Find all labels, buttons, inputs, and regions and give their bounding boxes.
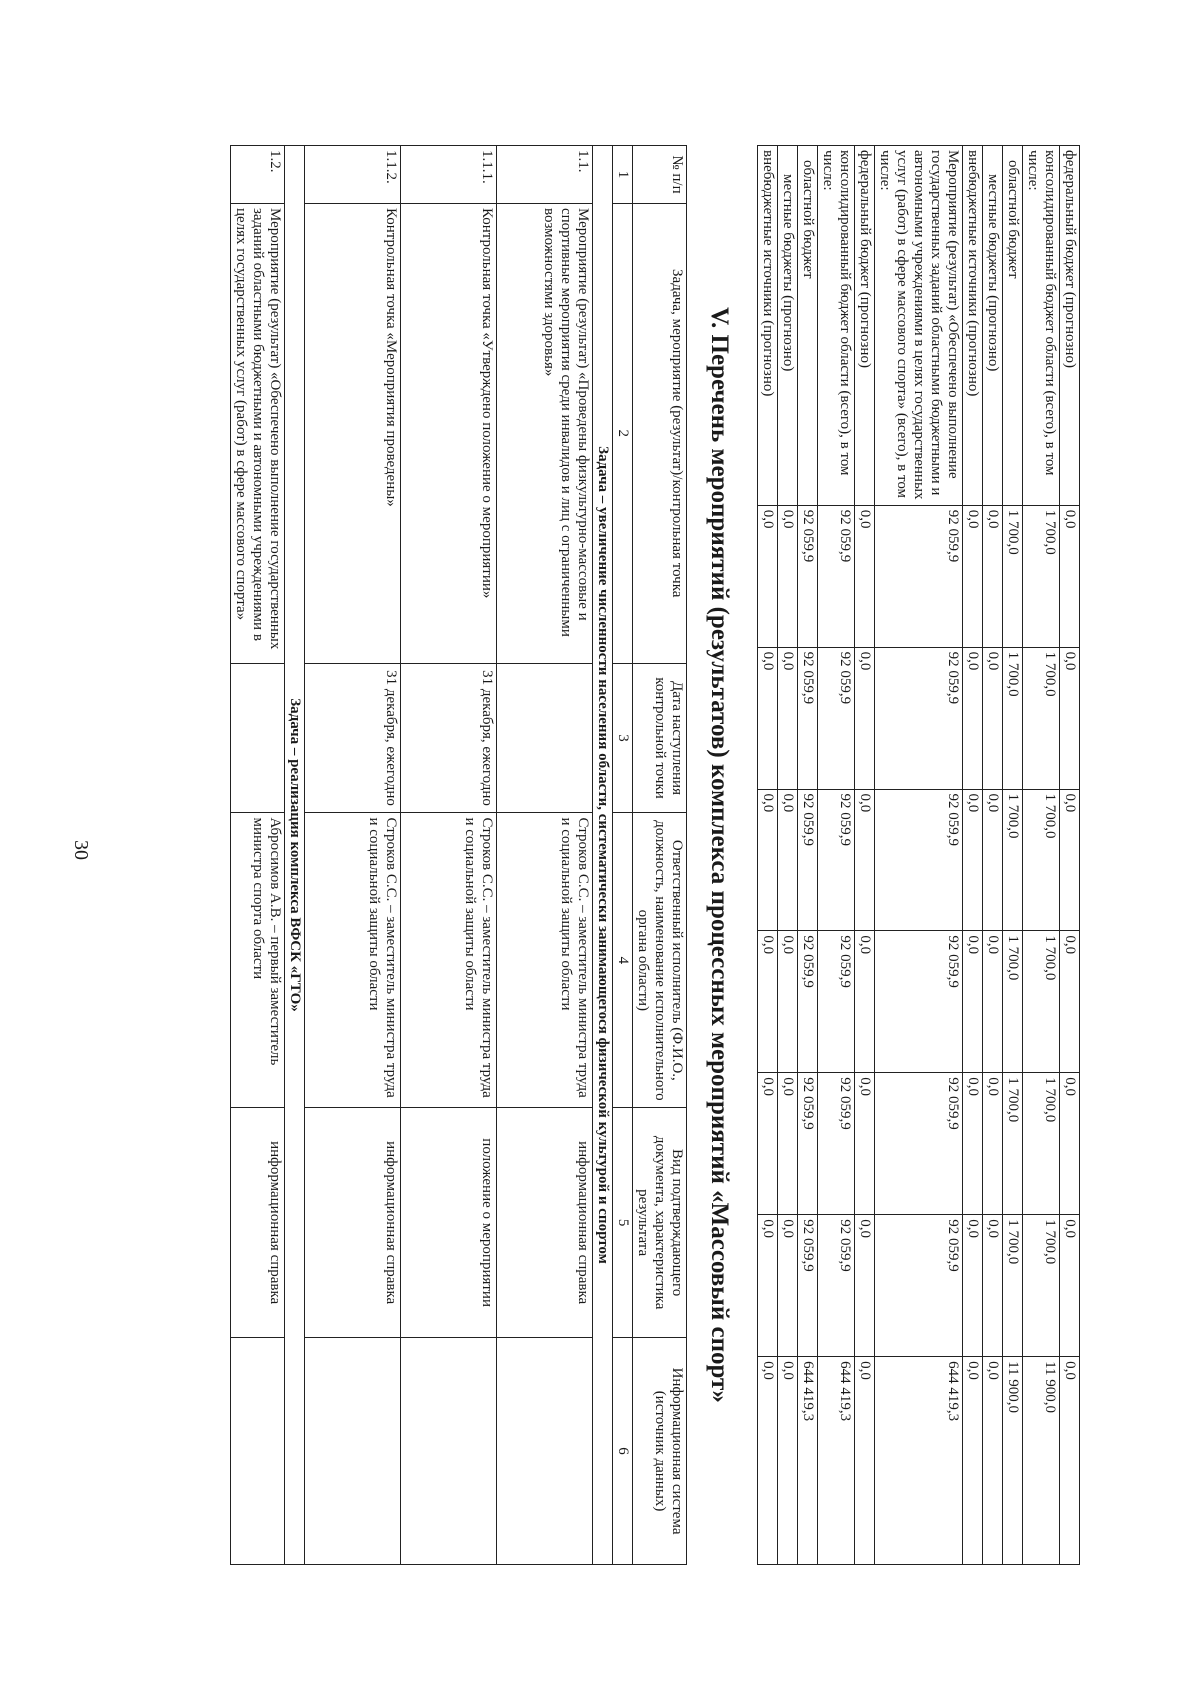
budget-value: 0,0 <box>758 1073 778 1215</box>
table-row <box>401 146 497 1565</box>
budget-row-label: внебюджетные источники (прогнозно) <box>758 146 778 506</box>
budget-value: 92 059,9 <box>818 1215 855 1357</box>
budget-value: 1 700,0 <box>1023 1215 1060 1357</box>
budget-value: 0,0 <box>983 647 1003 789</box>
task-1: Задача – увеличение численности населения области, систематически занимающегося физической культурой и спортом <box>593 146 613 1565</box>
budget-value: 1 700,0 <box>1023 647 1060 789</box>
section-title: V. Перечень мероприятий (результатов) комплекса процессных мероприятий «Массовый спорт» <box>706 307 733 1403</box>
budget-value: 1 700,0 <box>1003 931 1023 1073</box>
header-system: Информационная система (источник данных) <box>633 1338 687 1565</box>
header-name: Задача, мероприятие (результат)/контрольная точка <box>633 203 687 663</box>
row-name: Мероприятие (результат) «Обеспечено выполнение государственных заданий областными бюджетными и автономными учреждениями в целях государственных услуг (работ) в сфере массового спорта» <box>231 203 285 663</box>
budget-value: 0,0 <box>983 1073 1003 1215</box>
row-document: информационная справка <box>305 1108 401 1338</box>
budget-value: 644 419,3 <box>875 1357 963 1565</box>
budget-value: 0,0 <box>758 1357 778 1565</box>
rotated-content <box>170 145 1080 1575</box>
budget-value: 0,0 <box>983 789 1003 931</box>
budget-value: 1 700,0 <box>1003 1073 1023 1215</box>
budget-value: 92 059,9 <box>818 931 855 1073</box>
budget-value: 0,0 <box>963 647 983 789</box>
header-row <box>633 146 687 1565</box>
budget-value: 0,0 <box>778 789 798 931</box>
row-responsible: Строков С.С. – заместитель министра труда и социальной защиты области <box>497 813 593 1108</box>
header-date: Дата наступления контрольной точки <box>633 663 687 813</box>
events-table <box>230 145 687 1565</box>
header-number: 1 <box>613 146 633 204</box>
budget-value: 0,0 <box>983 1215 1003 1357</box>
budget-value: 0,0 <box>855 505 875 647</box>
budget-value: 0,0 <box>1060 931 1080 1073</box>
row-num: 1.2. <box>231 146 285 204</box>
budget-row <box>1060 146 1080 1565</box>
budget-value: 0,0 <box>758 789 778 931</box>
budget-value: 92 059,9 <box>875 1073 963 1215</box>
budget-row <box>875 146 963 1565</box>
row-date: 31 декабря, ежегодно <box>305 663 401 813</box>
budget-value: 1 700,0 <box>1003 505 1023 647</box>
budget-row-label: областной бюджет <box>1003 146 1023 506</box>
row-responsible: Абросимов А.В. – первый заместитель министра спорта области <box>231 813 285 1108</box>
budget-value: 92 059,9 <box>875 1215 963 1357</box>
budget-row <box>963 146 983 1565</box>
budget-row <box>983 146 1003 1565</box>
budget-value: 0,0 <box>855 1073 875 1215</box>
budget-row-label: консолидированный бюджет области (всего), в том числе: <box>818 146 855 506</box>
budget-value: 1 700,0 <box>1023 789 1060 931</box>
header-number-row <box>613 146 633 1565</box>
budget-value: 0,0 <box>1060 505 1080 647</box>
page-number: 30 <box>70 840 92 860</box>
budget-row <box>1023 146 1060 1565</box>
budget-value: 11 900,0 <box>1023 1357 1060 1565</box>
budget-value: 92 059,9 <box>798 647 818 789</box>
budget-value: 0,0 <box>855 647 875 789</box>
budget-value: 0,0 <box>983 1357 1003 1565</box>
budget-row <box>778 146 798 1565</box>
budget-value: 92 059,9 <box>798 1073 818 1215</box>
budget-value: 1 700,0 <box>1023 505 1060 647</box>
budget-row-label: внебюджетные источники (прогнозно) <box>963 146 983 506</box>
row-document: информационная справка <box>231 1108 285 1338</box>
row-responsible: Строков С.С. – заместитель министра труда и социальной защиты области <box>401 813 497 1108</box>
budget-value: 0,0 <box>855 789 875 931</box>
budget-value: 0,0 <box>1060 1215 1080 1357</box>
row-name: Контрольная точка «Утверждено положение о мероприятии» <box>401 203 497 663</box>
row-responsible: Строков С.С. – заместитель министра труда и социальной защиты области <box>305 813 401 1108</box>
budget-value: 0,0 <box>963 1215 983 1357</box>
budget-value: 92 059,9 <box>875 931 963 1073</box>
row-document: положение о мероприятии <box>401 1108 497 1338</box>
budget-value: 0,0 <box>963 1073 983 1215</box>
budget-value: 0,0 <box>758 931 778 1073</box>
row-date <box>231 663 285 813</box>
budget-value: 1 700,0 <box>1023 931 1060 1073</box>
row-num: 1.1.2. <box>305 146 401 204</box>
budget-value: 0,0 <box>983 505 1003 647</box>
row-system <box>401 1338 497 1565</box>
header-number: 4 <box>613 813 633 1108</box>
budget-value: 0,0 <box>1060 647 1080 789</box>
budget-value: 1 700,0 <box>1023 1073 1060 1215</box>
budget-value: 0,0 <box>963 505 983 647</box>
budget-value: 0,0 <box>1060 1357 1080 1565</box>
budget-value: 0,0 <box>778 931 798 1073</box>
table-row <box>305 146 401 1565</box>
budget-value: 0,0 <box>1060 789 1080 931</box>
budget-value: 92 059,9 <box>875 647 963 789</box>
budget-value: 0,0 <box>758 505 778 647</box>
budget-value: 11 900,0 <box>1003 1357 1023 1565</box>
budget-value: 644 419,3 <box>818 1357 855 1565</box>
budget-value: 92 059,9 <box>798 789 818 931</box>
header-num: № п/п <box>633 146 687 204</box>
budget-row-label: областной бюджет <box>798 146 818 506</box>
row-document: информационная справка <box>497 1108 593 1338</box>
budget-value: 0,0 <box>963 931 983 1073</box>
budget-value: 0,0 <box>758 647 778 789</box>
budget-row-label: федеральный бюджет (прогнозно) <box>1060 146 1080 506</box>
budget-value: 0,0 <box>1060 1073 1080 1215</box>
budget-row-label: местные бюджеты (прогнозно) <box>778 146 798 506</box>
budget-value: 0,0 <box>855 931 875 1073</box>
budget-value: 92 059,9 <box>875 789 963 931</box>
header-number: 2 <box>613 203 633 663</box>
budget-row <box>798 146 818 1565</box>
budget-value: 0,0 <box>778 1215 798 1357</box>
row-num: 1.1.1. <box>401 146 497 204</box>
row-date <box>497 663 593 813</box>
budget-value: 92 059,9 <box>875 505 963 647</box>
row-name: Мероприятие (результат) «Проведены физкультурно-массовые и спортивные мероприятия среди инвалидов и лиц с ограниченными возможностями здоровья» <box>497 203 593 663</box>
budget-value: 0,0 <box>855 1215 875 1357</box>
header-document: Вид подтверждающего документа, характеристика результата <box>633 1108 687 1338</box>
row-name: Контрольная точка «Мероприятия проведены» <box>305 203 401 663</box>
table-row <box>497 146 593 1565</box>
budget-row <box>818 146 855 1565</box>
budget-value: 92 059,9 <box>798 1215 818 1357</box>
budget-value: 0,0 <box>963 789 983 931</box>
header-number: 6 <box>613 1338 633 1565</box>
task-row <box>593 146 613 1565</box>
budget-value: 0,0 <box>855 1357 875 1565</box>
budget-value: 0,0 <box>963 1357 983 1565</box>
budget-value: 92 059,9 <box>818 789 855 931</box>
budget-value: 1 700,0 <box>1003 1215 1023 1357</box>
header-number: 5 <box>613 1108 633 1338</box>
header-number: 3 <box>613 663 633 813</box>
budget-value: 644 419,3 <box>798 1357 818 1565</box>
header-responsible: Ответственный исполнитель (Ф.И.О., должность, наименование исполнительного органа области) <box>633 813 687 1108</box>
budget-value: 0,0 <box>983 931 1003 1073</box>
row-num: 1.1. <box>497 146 593 204</box>
budget-row-label: консолидированный бюджет области (всего), в том числе: <box>1023 146 1060 506</box>
budget-row <box>1003 146 1023 1565</box>
budget-value: 0,0 <box>778 1357 798 1565</box>
row-system <box>231 1338 285 1565</box>
budget-row-label: федеральный бюджет (прогнозно) <box>855 146 875 506</box>
row-system <box>497 1338 593 1565</box>
budget-value: 92 059,9 <box>818 647 855 789</box>
budget-value: 1 700,0 <box>1003 789 1023 931</box>
row-date: 31 декабря, ежегодно <box>401 663 497 813</box>
budget-value: 0,0 <box>778 647 798 789</box>
budget-row <box>758 146 778 1565</box>
budget-value: 0,0 <box>778 1073 798 1215</box>
budget-value: 92 059,9 <box>798 505 818 647</box>
budget-value: 1 700,0 <box>1003 647 1023 789</box>
budget-value: 92 059,9 <box>818 1073 855 1215</box>
budget-row <box>855 146 875 1565</box>
budget-row-label: местные бюджеты (прогнозно) <box>983 146 1003 506</box>
budget-value: 0,0 <box>778 505 798 647</box>
row-system <box>305 1338 401 1565</box>
budget-value: 0,0 <box>758 1215 778 1357</box>
budget-value: 92 059,9 <box>798 931 818 1073</box>
task-row <box>285 146 305 1565</box>
budget-row-label: Мероприятие (результат) «Обеспечено выполнение государственных заданий областными бюджетными и автономными учреждениями в целях государственных услуг (работ) в сфере массового спорта» (всего), в том числе: <box>875 146 963 506</box>
table-row <box>231 146 285 1565</box>
budget-table <box>757 145 1080 1565</box>
task-2: Задача – реализация комплекса ВФСК «ГТО» <box>285 146 305 1565</box>
budget-value: 92 059,9 <box>818 505 855 647</box>
